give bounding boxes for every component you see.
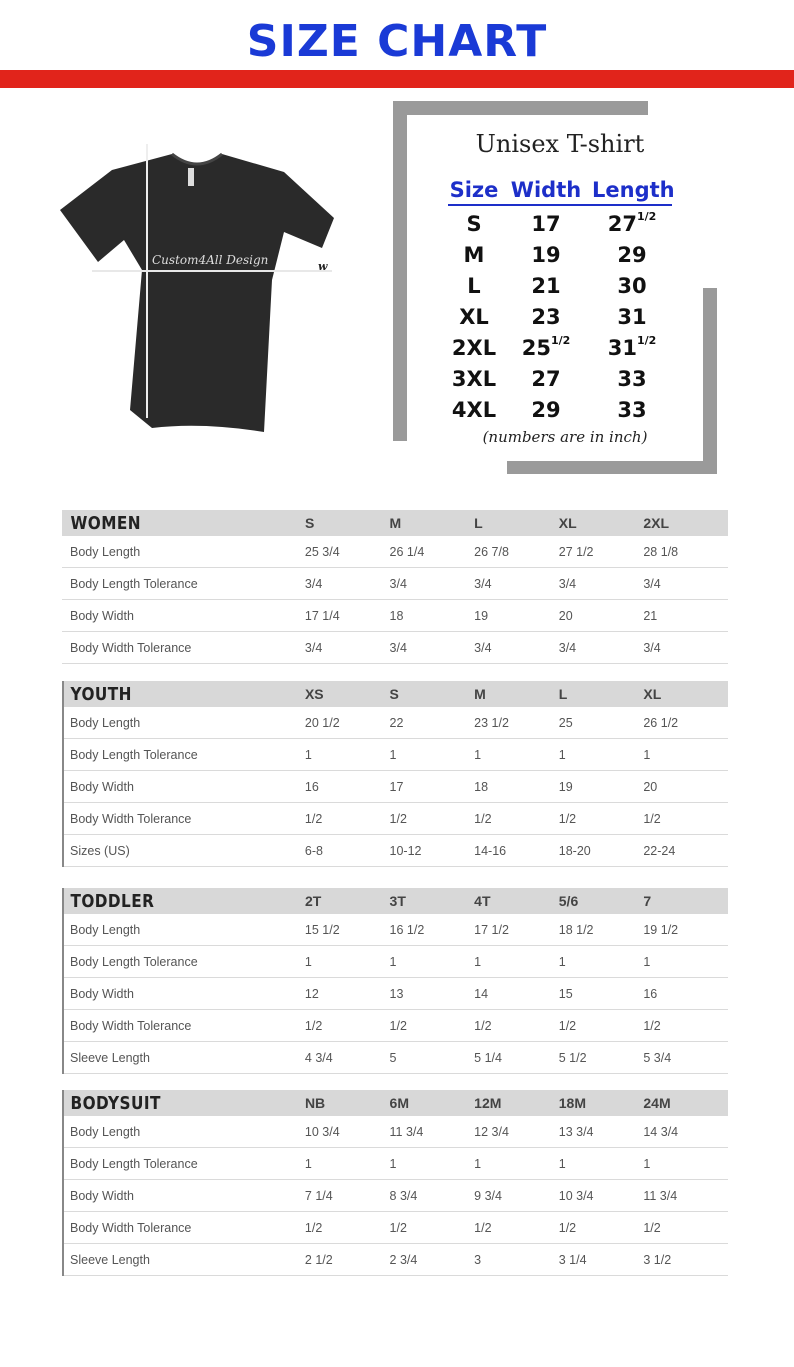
- width-cell: 21: [531, 273, 561, 298]
- table-cell: 14 3/4: [643, 1124, 679, 1139]
- table-cell: 3/4: [474, 640, 492, 655]
- table-cell: 2 3/4: [389, 1252, 418, 1267]
- table-row: [62, 1148, 728, 1180]
- table-cell: 3/4: [389, 576, 407, 591]
- table-cell: 26 7/8: [474, 544, 509, 559]
- table-cell: 16: [304, 779, 319, 794]
- table-cell: 1/2: [643, 1018, 661, 1033]
- unisex-row: [448, 363, 672, 394]
- table-cell: 1/2: [643, 1220, 661, 1235]
- unisex-row: [448, 239, 672, 270]
- table-cell: 17 1/2: [474, 922, 509, 937]
- length-cell: $27^{1/2}$: [607, 209, 657, 236]
- table-cell: 6-8: [304, 843, 323, 858]
- table-row: [62, 707, 728, 739]
- size-table-bodysuit: [62, 1090, 728, 1276]
- table-cell: 3 1/2: [643, 1252, 672, 1267]
- column-header: 7: [643, 893, 652, 909]
- column-header: S: [389, 686, 399, 702]
- table-cell: 3 1/4: [558, 1252, 587, 1267]
- table-cell: 1/2: [304, 1018, 323, 1033]
- length-cell: 33: [617, 366, 647, 391]
- size-cell: XL: [459, 304, 489, 329]
- table-cell: 1/2: [558, 1220, 577, 1235]
- table-cell: 1/2: [558, 811, 577, 826]
- table-cell: 3/4: [643, 640, 661, 655]
- header-width: Width: [510, 178, 582, 202]
- table-cell: 10 3/4: [304, 1124, 340, 1139]
- table-cell: 1: [643, 747, 651, 762]
- table-cell: 15: [558, 986, 573, 1001]
- table-row: [62, 600, 728, 632]
- size-table-women: [62, 510, 728, 664]
- column-header: 24M: [643, 1095, 671, 1111]
- table-cell: 11 3/4: [643, 1188, 678, 1203]
- table-cell: 1/2: [474, 1018, 492, 1033]
- size-cell: S: [466, 211, 482, 236]
- column-header: 4T: [474, 893, 491, 909]
- column-header: L: [558, 686, 568, 702]
- table-row: [62, 1244, 728, 1276]
- column-header: M: [474, 686, 486, 702]
- table-cell: 20 1/2: [304, 715, 340, 730]
- table-cell: 3/4: [474, 576, 492, 591]
- column-header: 2T: [304, 893, 322, 909]
- column-header: 2XL: [643, 515, 670, 531]
- table-row: [62, 978, 728, 1010]
- table-cell: 3/4: [304, 576, 323, 591]
- size-cell: 2XL: [451, 335, 497, 360]
- column-header: 3T: [389, 893, 406, 909]
- section-title: WOMEN: [70, 512, 141, 534]
- table-cell: 1: [304, 747, 312, 762]
- table-row: [62, 946, 728, 978]
- size-table-youth: [62, 681, 728, 867]
- table-cell: 1: [558, 1156, 566, 1171]
- length-cell: 33: [617, 397, 647, 422]
- table-cell: 13: [389, 986, 404, 1001]
- table-cell: 7 1/4: [304, 1188, 333, 1203]
- table-border: [62, 681, 64, 867]
- table-cell: 3/4: [304, 640, 323, 655]
- table-header: [62, 1090, 728, 1116]
- table-cell: 21: [643, 608, 658, 623]
- width-cell: 27: [531, 366, 561, 391]
- length-cell: 30: [617, 273, 647, 298]
- table-border: [62, 888, 64, 1074]
- tshirt-illustration: [52, 140, 342, 440]
- row-label: Sleeve Length: [70, 1252, 150, 1267]
- width-cell: 29: [531, 397, 561, 422]
- row-label: Body Length: [70, 1124, 141, 1139]
- column-header: XL: [558, 515, 577, 531]
- column-header: 12M: [474, 1095, 502, 1111]
- table-row: [62, 1042, 728, 1074]
- unisex-title: Unisex T-shirt: [475, 130, 645, 158]
- length-cell: 31: [617, 304, 647, 329]
- table-cell: 19: [558, 779, 573, 794]
- table-cell: 18: [474, 779, 489, 794]
- table-cell: 10 3/4: [558, 1188, 594, 1203]
- table-row: [62, 1212, 728, 1244]
- table-cell: 1: [389, 747, 397, 762]
- row-label: Sizes (US): [70, 843, 130, 858]
- table-cell: 11 3/4: [389, 1124, 424, 1139]
- tshirt-body: [60, 154, 334, 432]
- width-cell: 19: [531, 242, 561, 267]
- table-cell: 1/2: [474, 1220, 492, 1235]
- table-cell: 19 1/2: [643, 922, 679, 937]
- table-cell: 3/4: [558, 640, 577, 655]
- row-label: Body Length: [70, 922, 141, 937]
- table-border: [62, 1090, 64, 1276]
- table-cell: 5: [389, 1050, 397, 1065]
- table-cell: 17 1/4: [304, 608, 340, 623]
- table-cell: 1/2: [474, 811, 492, 826]
- header-size: Size: [449, 178, 499, 202]
- table-cell: 26 1/2: [643, 715, 679, 730]
- row-label: Body Width Tolerance: [70, 811, 192, 826]
- column-header: 5/6: [558, 893, 579, 909]
- table-cell: 15 1/2: [304, 922, 340, 937]
- table-cell: 22-24: [643, 843, 676, 858]
- section-title: BODYSUIT: [70, 1092, 161, 1114]
- row-label: Body Length Tolerance: [70, 747, 198, 762]
- table-cell: 16 1/2: [389, 922, 425, 937]
- unisex-row: [448, 301, 672, 332]
- table-cell: 5 1/4: [474, 1050, 502, 1065]
- row-label: Body Length: [70, 715, 141, 730]
- table-cell: 18-20: [558, 843, 591, 858]
- table-cell: 1/2: [389, 1220, 407, 1235]
- row-label: Body Width Tolerance: [70, 1018, 192, 1033]
- table-cell: 17: [389, 779, 404, 794]
- table-cell: 1: [474, 1156, 482, 1171]
- table-cell: 1/2: [304, 811, 323, 826]
- table-cell: 12 3/4: [474, 1124, 509, 1139]
- table-cell: 25: [558, 715, 573, 730]
- table-cell: 1/2: [558, 1018, 577, 1033]
- column-header: XS: [304, 686, 324, 702]
- width-cell: 23: [531, 304, 561, 329]
- width-cell: $25^{1/2}$: [521, 333, 571, 360]
- column-header: L: [474, 515, 483, 531]
- row-label: Body Width: [70, 1188, 134, 1203]
- table-cell: 13 3/4: [558, 1124, 594, 1139]
- table-row: [62, 771, 728, 803]
- length-cell: 29: [617, 242, 647, 267]
- table-cell: 20: [643, 779, 658, 794]
- table-cell: 27 1/2: [558, 544, 594, 559]
- table-cell: 23 1/2: [474, 715, 509, 730]
- table-cell: 1: [389, 954, 397, 969]
- section-title: TODDLER: [70, 890, 155, 912]
- unisex-header-row: [448, 176, 675, 206]
- unit-note: (numbers are in inch): [482, 428, 648, 446]
- column-header: M: [389, 515, 402, 531]
- row-label: Sleeve Length: [70, 1050, 150, 1065]
- table-cell: 2 1/2: [304, 1252, 333, 1267]
- table-cell: 1: [304, 1156, 312, 1171]
- table-cell: 1: [643, 1156, 651, 1171]
- unisex-row: [448, 394, 672, 425]
- unisex-row: [448, 332, 672, 363]
- table-row: [62, 739, 728, 771]
- brand-watermark: Custom4All Design: [152, 253, 269, 267]
- width-cell: 17: [531, 211, 561, 236]
- table-cell: 26 1/4: [389, 544, 425, 559]
- row-label: Body Length: [70, 544, 141, 559]
- table-header: [62, 888, 728, 914]
- column-header: 6M: [389, 1095, 409, 1111]
- table-cell: 3/4: [643, 576, 661, 591]
- table-cell: 3/4: [389, 640, 407, 655]
- header-divider: [0, 70, 794, 88]
- table-row: [62, 803, 728, 835]
- table-cell: 1/2: [389, 811, 407, 826]
- table-cell: 4 3/4: [304, 1050, 333, 1065]
- header-length: Length: [592, 178, 675, 202]
- table-cell: 18 1/2: [558, 922, 594, 937]
- table-cell: 1: [304, 954, 312, 969]
- table-row: [62, 835, 728, 867]
- table-row: [62, 1116, 728, 1148]
- length-cell: $31^{1/2}$: [607, 333, 657, 360]
- table-cell: 20: [558, 608, 573, 623]
- table-cell: 1/2: [389, 1018, 407, 1033]
- table-cell: 1: [474, 954, 482, 969]
- table-row: [62, 632, 728, 664]
- table-cell: 1/2: [304, 1220, 323, 1235]
- unisex-table: [448, 176, 675, 425]
- size-table-toddler: [62, 888, 728, 1074]
- table-cell: 1: [558, 747, 566, 762]
- table-cell: 19: [474, 608, 489, 623]
- table-cell: 28 1/8: [643, 544, 679, 559]
- table-cell: 12: [304, 986, 319, 1001]
- fraction: 1/2: [636, 333, 657, 347]
- table-cell: 18: [389, 608, 404, 623]
- table-row: [62, 1010, 728, 1042]
- page-title: SIZE CHART: [246, 16, 548, 67]
- row-label: Body Length Tolerance: [70, 954, 198, 969]
- section-title: YOUTH: [70, 683, 132, 705]
- row-label: Body Length Tolerance: [70, 1156, 198, 1171]
- column-header: NB: [304, 1095, 326, 1111]
- table-header: [62, 681, 728, 707]
- table-cell: 1: [474, 747, 482, 762]
- table-cell: 5 1/2: [558, 1050, 587, 1065]
- table-cell: 10-12: [389, 843, 422, 858]
- fraction: 1/2: [636, 209, 657, 223]
- fraction: 1/2: [550, 333, 571, 347]
- table-header: [62, 510, 728, 536]
- column-header: XL: [643, 686, 662, 702]
- unisex-row: [448, 208, 672, 239]
- table-row: [62, 1180, 728, 1212]
- size-cell: M: [463, 242, 485, 267]
- row-label: Body Width: [70, 608, 134, 623]
- table-cell: 25 3/4: [304, 544, 340, 559]
- table-cell: 1/2: [643, 811, 661, 826]
- table-cell: 5 3/4: [643, 1050, 672, 1065]
- row-label: Body Width: [70, 779, 134, 794]
- table-row: [62, 568, 728, 600]
- width-marker: w: [318, 260, 328, 273]
- table-cell: 8 3/4: [389, 1188, 418, 1203]
- size-cell: 3XL: [451, 366, 497, 391]
- table-cell: 9 3/4: [474, 1188, 502, 1203]
- row-label: Body Width Tolerance: [70, 1220, 192, 1235]
- table-cell: 3/4: [558, 576, 577, 591]
- table-row: [62, 914, 728, 946]
- row-label: Body Width: [70, 986, 134, 1001]
- table-cell: 14: [474, 986, 489, 1001]
- table-cell: 1: [558, 954, 566, 969]
- table-cell: 3: [474, 1252, 482, 1267]
- table-row: [62, 536, 728, 568]
- size-cell: 4XL: [451, 397, 497, 422]
- column-header: 18M: [558, 1095, 586, 1111]
- table-cell: 22: [389, 715, 404, 730]
- table-cell: 1: [389, 1156, 397, 1171]
- row-label: Body Width Tolerance: [70, 640, 192, 655]
- table-cell: 1: [643, 954, 651, 969]
- column-header: S: [304, 515, 315, 531]
- size-cell: L: [467, 273, 481, 298]
- table-cell: 14-16: [474, 843, 507, 858]
- unisex-row: [448, 270, 672, 301]
- row-label: Body Length Tolerance: [70, 576, 198, 591]
- table-cell: 16: [643, 986, 658, 1001]
